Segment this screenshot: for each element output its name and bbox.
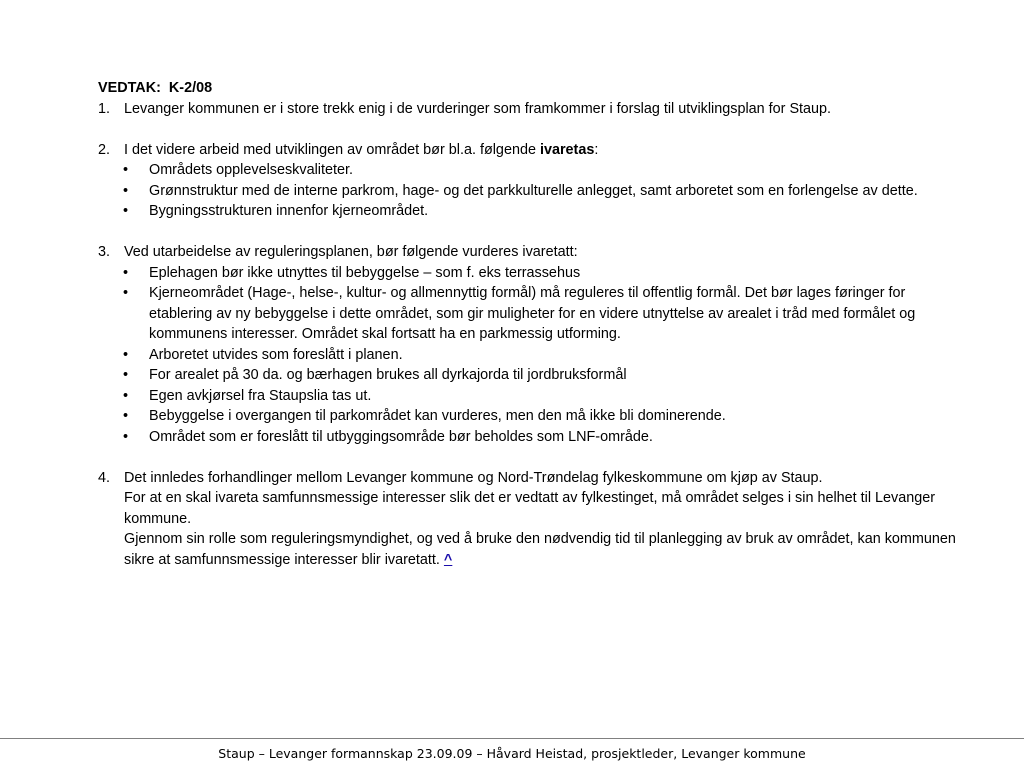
bullet-icon: • — [123, 264, 129, 281]
list-item-text: For arealet på 30 da. og bærhagen brukes all dyrkajorda til jordbruksformål — [149, 367, 627, 383]
bullet-icon: • — [123, 387, 129, 404]
item-text: Levanger kommunen er i store trekk enig i de vurderinger som framkommer i forslag til utviklingsplan for Staup. — [124, 100, 832, 117]
item-text-bold: ivaretas — [539, 141, 595, 158]
bullet-icon: • — [123, 346, 129, 363]
item-text: Det innledes forhandlinger mellom Levanger kommune og Nord-Trøndelag fylkeskommune om kjøp av Staup. — [124, 469, 823, 486]
list-item — [98, 160, 958, 181]
spacer — [98, 222, 958, 243]
list-item — [98, 181, 958, 202]
bullet-list — [98, 160, 958, 222]
list-item-text: Arboretet utvides som foreslått i planen. — [149, 346, 403, 363]
item-number: 2. — [98, 141, 111, 158]
bullet-icon: • — [123, 428, 129, 445]
footer-divider — [0, 738, 1024, 739]
list-item-text: Bebyggelse i overgangen til parkområdet kan vurderes, men den må ikke bli dominerende. — [149, 408, 726, 424]
spacer — [98, 447, 958, 468]
list-item-text: Områdets opplevelseskvaliteter. — [149, 162, 353, 178]
decision-item-1 — [98, 99, 958, 120]
list-item — [98, 263, 958, 284]
item-text: I det videre arbeid med utviklingen av området bør bl.a. følgende — [124, 141, 540, 158]
list-item-text: Grønnstruktur med de interne parkrom, hage- og det parkkulturelle anlegget, samt arboretet som en forlengelse av dette. — [149, 182, 918, 199]
item-paragraph-text: Gjennom sin rolle som reguleringsmyndighet, og ved å bruke den nødvendig tid til planlegging av bruk av området, kan kommunen sikre at samfunnsmessige interesser blir ivaretatt. — [124, 531, 956, 568]
list-item-text: Området som er foreslått til utbyggingsområde bør beholdes som LNF-område. — [149, 428, 653, 445]
bullet-icon: • — [123, 367, 129, 383]
list-item-text: Eplehagen bør ikke utnyttes til bebyggelse – som f. eks terrassehus — [149, 264, 581, 281]
spacer — [98, 119, 958, 140]
list-item — [98, 386, 958, 407]
decision-item-3 — [98, 242, 958, 263]
list-item-text: Bygningsstrukturen innenfor kjerneområdet. — [149, 203, 429, 219]
list-item — [98, 345, 958, 366]
item-number: 4. — [98, 469, 111, 486]
list-item-text: Kjerneområdet (Hage-, helse-, kultur- og allmennyttig formål) må reguleres til offentlig formål. Det bør lages føringer for etablering av ny bebyggelse i dette området, som gir muligheter for en videre utnyttelse av arealet i tråd med formålet og kommunens interesser. Området skal fortsatt ha en parkmessig utforming. — [149, 285, 916, 342]
bullet-icon: • — [123, 182, 129, 199]
item-number: 1. — [98, 100, 111, 117]
item-number: 3. — [98, 244, 111, 260]
list-item-text: Egen avkjørsel fra Staupslia tas ut. — [149, 387, 372, 404]
item-paragraph: For at en skal ivareta samfunnsmessige interesser slik det er vedtatt av fylkestinget, må området selges i sin helhet til Levanger kommune. — [124, 490, 936, 527]
decision-item-4 — [98, 468, 958, 571]
item-paragraph — [124, 529, 958, 570]
list-item — [98, 427, 958, 448]
list-item — [98, 365, 958, 386]
list-item — [98, 406, 958, 427]
case-number: K-2/08 — [168, 80, 213, 96]
bullet-icon: • — [123, 408, 129, 424]
item-text: Ved utarbeidelse av reguleringsplanen, bør følgende vurderes ivaretatt: — [124, 244, 578, 260]
footer-text: Staup – Levanger formannskap 23.09.09 – Håvard Heistad, prosjektleder, Levanger kommune — [218, 746, 806, 761]
bullet-list — [98, 263, 958, 448]
slide-content — [98, 78, 958, 570]
decision-item-2 — [98, 140, 958, 161]
bullet-icon: • — [123, 203, 129, 219]
bullet-icon: • — [123, 285, 129, 301]
decision-heading — [98, 78, 958, 99]
back-to-top-link[interactable]: ^ — [443, 551, 453, 568]
bullet-icon: • — [123, 162, 129, 178]
decision-label: VEDTAK: — [98, 80, 161, 96]
list-item — [98, 201, 958, 222]
list-item — [98, 283, 958, 345]
item-text-suffix: : — [594, 141, 599, 158]
